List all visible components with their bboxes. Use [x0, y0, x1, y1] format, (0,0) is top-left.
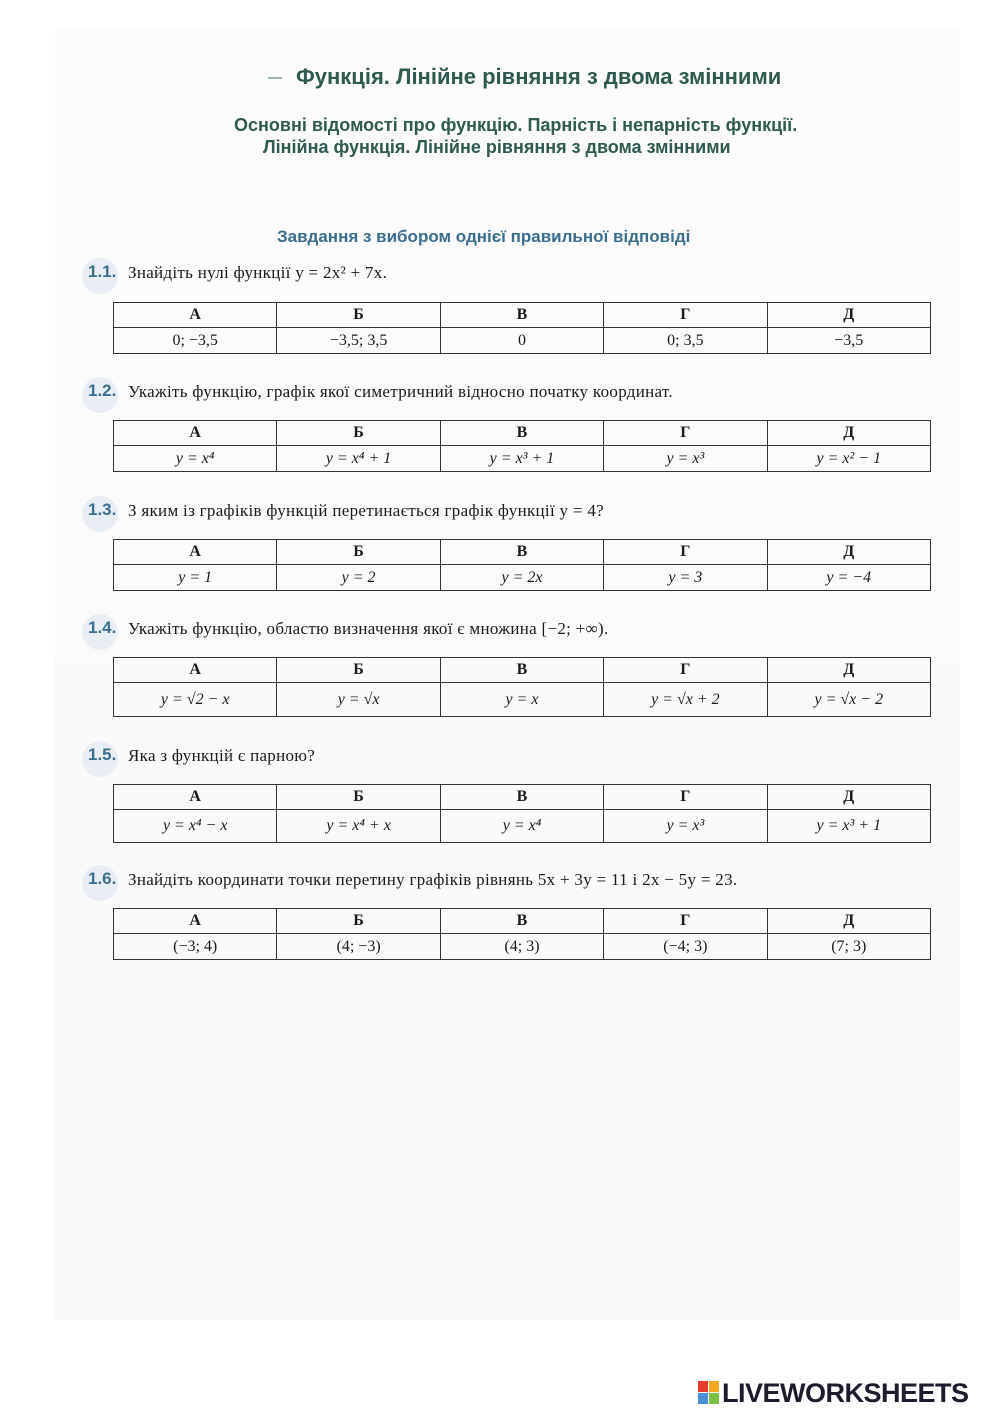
- option-letter: Б: [277, 909, 440, 934]
- liveworksheets-logo: [698, 1377, 994, 1409]
- task-number: 1.3.: [88, 500, 117, 519]
- task-question: Яка з функцій є парною?: [128, 746, 316, 765]
- option-value: (−3; 4): [114, 934, 277, 960]
- task-question: Укажіть функцію, графік якої симетричний відносно початку координат.: [128, 382, 673, 401]
- option-value: 0: [440, 328, 603, 354]
- option-letter: В: [440, 540, 603, 565]
- option-value: 0; −3,5: [114, 328, 277, 354]
- option-letter: А: [114, 909, 277, 934]
- task-1-5: [82, 743, 952, 834]
- option-letter: В: [440, 909, 603, 934]
- option-value: y = √2 − x: [114, 683, 277, 717]
- option-letter: Д: [767, 421, 930, 446]
- option-letter: Г: [604, 303, 767, 328]
- subtitle-line-2: Лінійна функція. Лінійне рівняння з двома змінними: [263, 137, 731, 157]
- option-letter: В: [440, 658, 603, 683]
- option-letter: Г: [604, 658, 767, 683]
- task-question: Укажіть функцію, областю визначення якої є множина [−2; +∞).: [128, 619, 609, 638]
- option-value: −3,5; 3,5: [277, 328, 440, 354]
- answer-table: [113, 420, 931, 472]
- task-1-1: [82, 260, 952, 349]
- page-title-text: Функція. Лінійне рівняння з двома змінними: [296, 64, 782, 89]
- answer-table: [113, 539, 931, 591]
- logo-mark-icon: [698, 1381, 720, 1405]
- task-number: 1.6.: [88, 869, 117, 888]
- option-value: 0; 3,5: [604, 328, 767, 354]
- option-value: y = x² − 1: [767, 446, 930, 472]
- task-number: 1.2.: [88, 381, 117, 400]
- option-value: y = x³ + 1: [440, 446, 603, 472]
- option-value: y = x⁴ + x: [277, 810, 440, 843]
- answer-table: [113, 908, 931, 960]
- option-letter: А: [114, 421, 277, 446]
- option-letter: А: [114, 303, 277, 328]
- option-value: y = 2: [277, 565, 440, 591]
- option-letter: А: [114, 785, 277, 810]
- task-1-4: [82, 616, 952, 708]
- option-value: y = 3: [604, 565, 767, 591]
- option-value: y = −4: [767, 565, 930, 591]
- option-letter: А: [114, 658, 277, 683]
- task-1-2: [82, 379, 952, 467]
- page-subtitle: [0, 114, 1000, 158]
- option-value: y = 2x: [440, 565, 603, 591]
- option-letter: Б: [277, 658, 440, 683]
- option-letter: Г: [604, 785, 767, 810]
- option-value: (−4; 3): [604, 934, 767, 960]
- logo-text: LIVEWORKSHEETS: [722, 1378, 969, 1408]
- task-1-3: [82, 498, 952, 586]
- option-letter: В: [440, 303, 603, 328]
- option-value: y = √x − 2: [767, 683, 930, 717]
- option-value: y = 1: [114, 565, 277, 591]
- task-question: З яким із графіків функцій перетинається графік функції y = 4?: [128, 501, 604, 520]
- option-letter: А: [114, 540, 277, 565]
- option-letter: Б: [277, 421, 440, 446]
- task-1-6: [82, 867, 952, 955]
- option-value: y = √x + 2: [604, 683, 767, 717]
- option-value: y = x³: [604, 446, 767, 472]
- option-value: y = x⁴: [440, 810, 603, 843]
- option-value: y = x⁴: [114, 446, 277, 472]
- option-value: y = x⁴ + 1: [277, 446, 440, 472]
- task-number: 1.1.: [88, 262, 117, 281]
- option-letter: В: [440, 785, 603, 810]
- answer-table: [113, 784, 931, 843]
- task-number: 1.4.: [88, 618, 117, 637]
- option-value: (4; −3): [277, 934, 440, 960]
- task-question: Знайдіть координати точки перетину графіків рівнянь 5x + 3y = 11 і 2x − 5y = 23.: [128, 870, 738, 889]
- option-letter: Д: [767, 303, 930, 328]
- option-letter: Г: [604, 909, 767, 934]
- option-letter: Б: [277, 785, 440, 810]
- task-question: Знайдіть нулі функції y = 2x² + 7x.: [128, 263, 388, 282]
- option-letter: Г: [604, 540, 767, 565]
- answer-table: [113, 302, 931, 354]
- option-letter: Д: [767, 540, 930, 565]
- option-value: y = x: [440, 683, 603, 717]
- option-letter: Г: [604, 421, 767, 446]
- option-value: (7; 3): [767, 934, 930, 960]
- task-number: 1.5.: [88, 745, 117, 764]
- option-value: y = √x: [277, 683, 440, 717]
- option-letter: Д: [767, 909, 930, 934]
- answer-table: [113, 657, 931, 717]
- option-value: y = x³ + 1: [767, 810, 930, 843]
- option-letter: Б: [277, 540, 440, 565]
- option-value: (4; 3): [440, 934, 603, 960]
- subtitle-line-1: Основні відомості про функцію. Парність і непарність функції.: [234, 115, 798, 135]
- option-letter: В: [440, 421, 603, 446]
- option-value: y = x⁴ − x: [114, 810, 277, 843]
- option-value: y = x³: [604, 810, 767, 843]
- option-value: −3,5: [767, 328, 930, 354]
- option-letter: Д: [767, 658, 930, 683]
- title-mark: [268, 77, 282, 79]
- option-letter: Б: [277, 303, 440, 328]
- option-letter: Д: [767, 785, 930, 810]
- page-title: [0, 64, 1000, 90]
- section-title: Завдання з вибором однієї правильної відповіді: [277, 227, 691, 246]
